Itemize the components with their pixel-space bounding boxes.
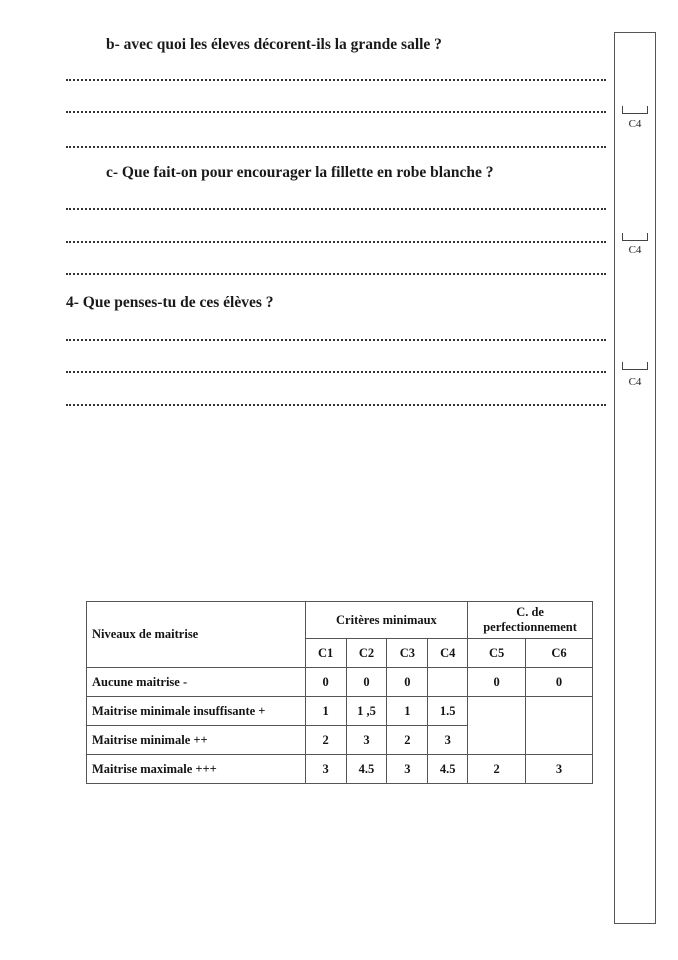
score-box-c xyxy=(622,233,648,241)
row-label: Maitrise maximale +++ xyxy=(87,755,306,784)
question-b: b- avec quoi les éleves décorent-ils la grande salle ? xyxy=(106,36,442,53)
score-label-c: C4 xyxy=(628,244,642,256)
cell-c1: 1 xyxy=(305,697,346,726)
cell-c1: 0 xyxy=(305,668,346,697)
perfectionnement-header xyxy=(468,602,593,639)
criteres-minimaux-header: Critères minimaux xyxy=(305,602,467,639)
cell-c5: 2 xyxy=(468,755,526,784)
table-row xyxy=(87,668,593,697)
score-margin-column xyxy=(614,32,656,924)
row-label: Aucune maitrise - xyxy=(87,668,306,697)
cell-c1: 2 xyxy=(305,726,346,755)
cell-c6: 0 xyxy=(526,668,593,697)
mastery-grid xyxy=(86,601,593,784)
cell-c1: 3 xyxy=(305,755,346,784)
cell-c2: 1 ,5 xyxy=(346,697,387,726)
score-label-4: C4 xyxy=(628,376,642,388)
criterion-c6: C6 xyxy=(526,639,593,668)
niveaux-header: Niveaux de maitrise xyxy=(87,602,306,668)
row-label: Maitrise minimale ++ xyxy=(87,726,306,755)
perfectionnement-header-line2: perfectionnement xyxy=(483,620,577,634)
score-box-b xyxy=(622,106,648,114)
cell-c3: 0 xyxy=(387,668,428,697)
answer-line-4-2 xyxy=(66,371,606,373)
cell-c6: 3 xyxy=(526,755,593,784)
cell-c3: 1 xyxy=(387,697,428,726)
cell-c2: 4.5 xyxy=(346,755,387,784)
criterion-c4: C4 xyxy=(428,639,468,668)
answer-line-b-3 xyxy=(66,146,606,148)
cell-c6-empty xyxy=(526,697,593,755)
score-label-b: C4 xyxy=(628,118,642,130)
table-row xyxy=(87,697,593,726)
answer-line-c-1 xyxy=(66,208,606,210)
cell-c4 xyxy=(428,668,468,697)
cell-c2: 0 xyxy=(346,668,387,697)
cell-c2: 3 xyxy=(346,726,387,755)
answer-line-b-1 xyxy=(66,79,606,81)
answer-line-c-3 xyxy=(66,273,606,275)
cell-c4: 4.5 xyxy=(428,755,468,784)
answer-line-b-2 xyxy=(66,111,606,113)
criterion-c3: C3 xyxy=(387,639,428,668)
grid-header-row xyxy=(87,602,593,639)
answer-line-4-3 xyxy=(66,404,606,406)
answer-line-4-1 xyxy=(66,339,606,341)
cell-c4: 1.5 xyxy=(428,697,468,726)
cell-c4: 3 xyxy=(428,726,468,755)
question-c: c- Que fait-on pour encourager la fillette en robe blanche ? xyxy=(106,164,494,181)
criterion-c1: C1 xyxy=(305,639,346,668)
answer-line-c-2 xyxy=(66,241,606,243)
row-label: Maitrise minimale insuffisante + xyxy=(87,697,306,726)
criterion-c5: C5 xyxy=(468,639,526,668)
cell-c3: 2 xyxy=(387,726,428,755)
criterion-c2: C2 xyxy=(346,639,387,668)
cell-c5-empty xyxy=(468,697,526,755)
question-4: 4- Que penses-tu de ces élèves ? xyxy=(66,294,274,311)
cell-c3: 3 xyxy=(387,755,428,784)
table-row xyxy=(87,755,593,784)
perfectionnement-header-line1: C. de xyxy=(516,605,544,619)
cell-c5: 0 xyxy=(468,668,526,697)
score-box-4 xyxy=(622,362,648,370)
